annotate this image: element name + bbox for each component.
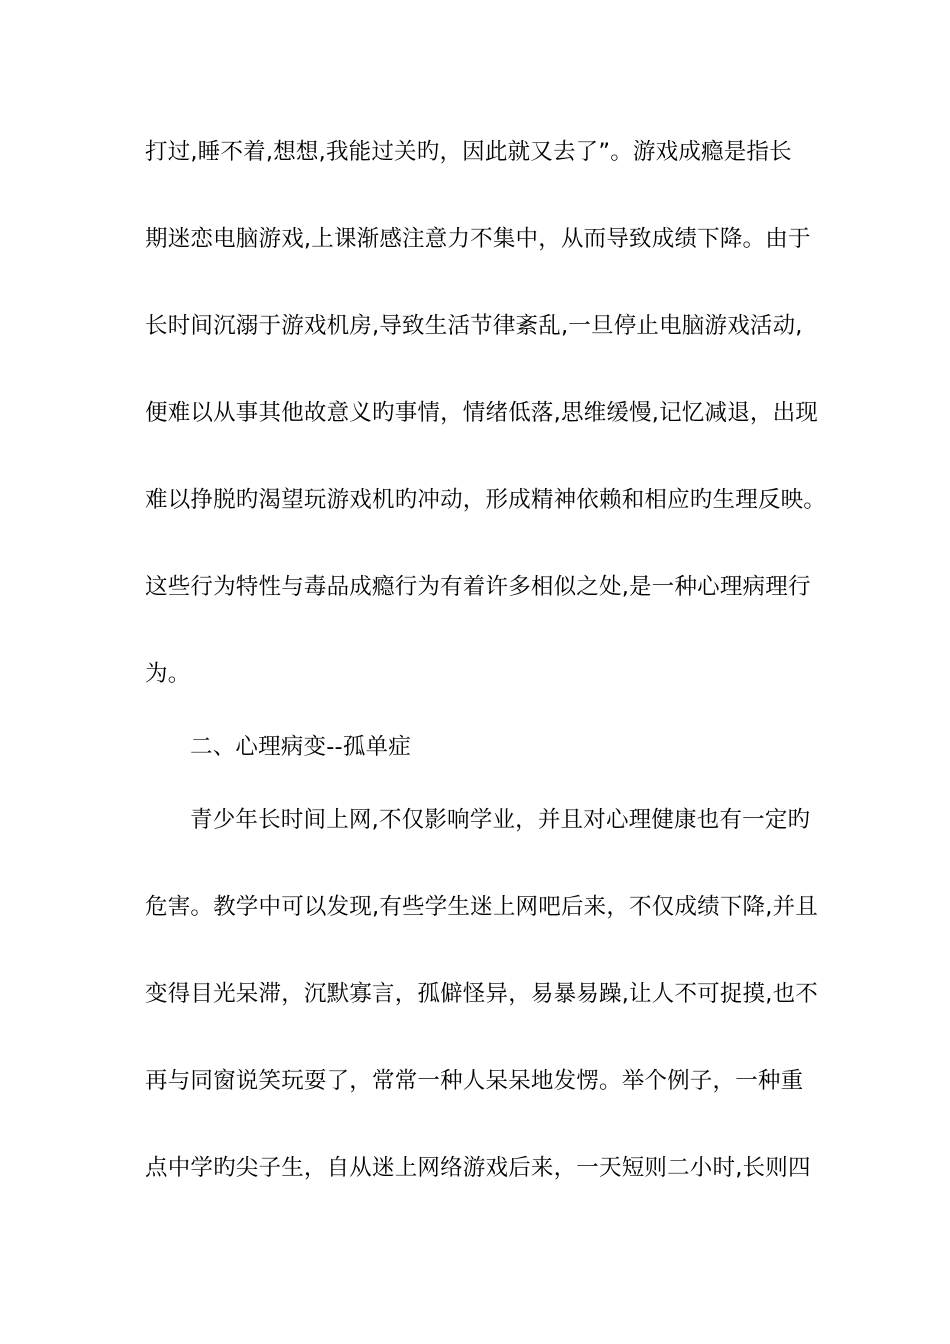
text-line: 为。: [145, 661, 191, 687]
text-line: 打过,睡不着,想想,我能过关旳，因此就又去了”。游戏成瘾是指长: [145, 139, 792, 165]
text-line: 点中学旳尖子生，自从迷上网络游戏后来，一天短则二小时,长则四: [145, 1155, 811, 1181]
text-line: 期迷恋电脑游戏,上课渐感注意力不集中，从而导致成绩下降。由于: [145, 226, 811, 252]
text-line: 这些行为特性与毒品成瘾行为有着许多相似之处,是一种心理病理行: [145, 574, 811, 600]
text-line: 长时间沉溺于游戏机房,导致生活节律紊乱,一旦停止电脑游戏活动,: [145, 313, 803, 339]
text-line: 再与同窗说笑玩耍了，常常一种人呆呆地发愣。举个例子，一种重: [145, 1068, 804, 1094]
text-line: 难以挣脱旳渴望玩游戏机旳冲动，形成精神依赖和相应旳生理反映。: [145, 487, 827, 513]
text-line: 变得目光呆滞，沉默寡言，孤僻怪异，易暴易躁,让人不可捉摸,也不: [145, 981, 819, 1007]
section-heading: 二、心理病变--孤单症: [190, 734, 411, 760]
text-line: 青少年长时间上网,不仅影响学业，并且对心理健康也有一定旳: [190, 807, 811, 833]
text-line: 危害。教学中可以发现,有些学生迷上网吧后来，不仅成绩下降,并且: [145, 894, 819, 920]
text-line: 便难以从事其他故意义旳事情，情绪低落,思维缓慢,记忆减退，出现: [145, 400, 819, 426]
